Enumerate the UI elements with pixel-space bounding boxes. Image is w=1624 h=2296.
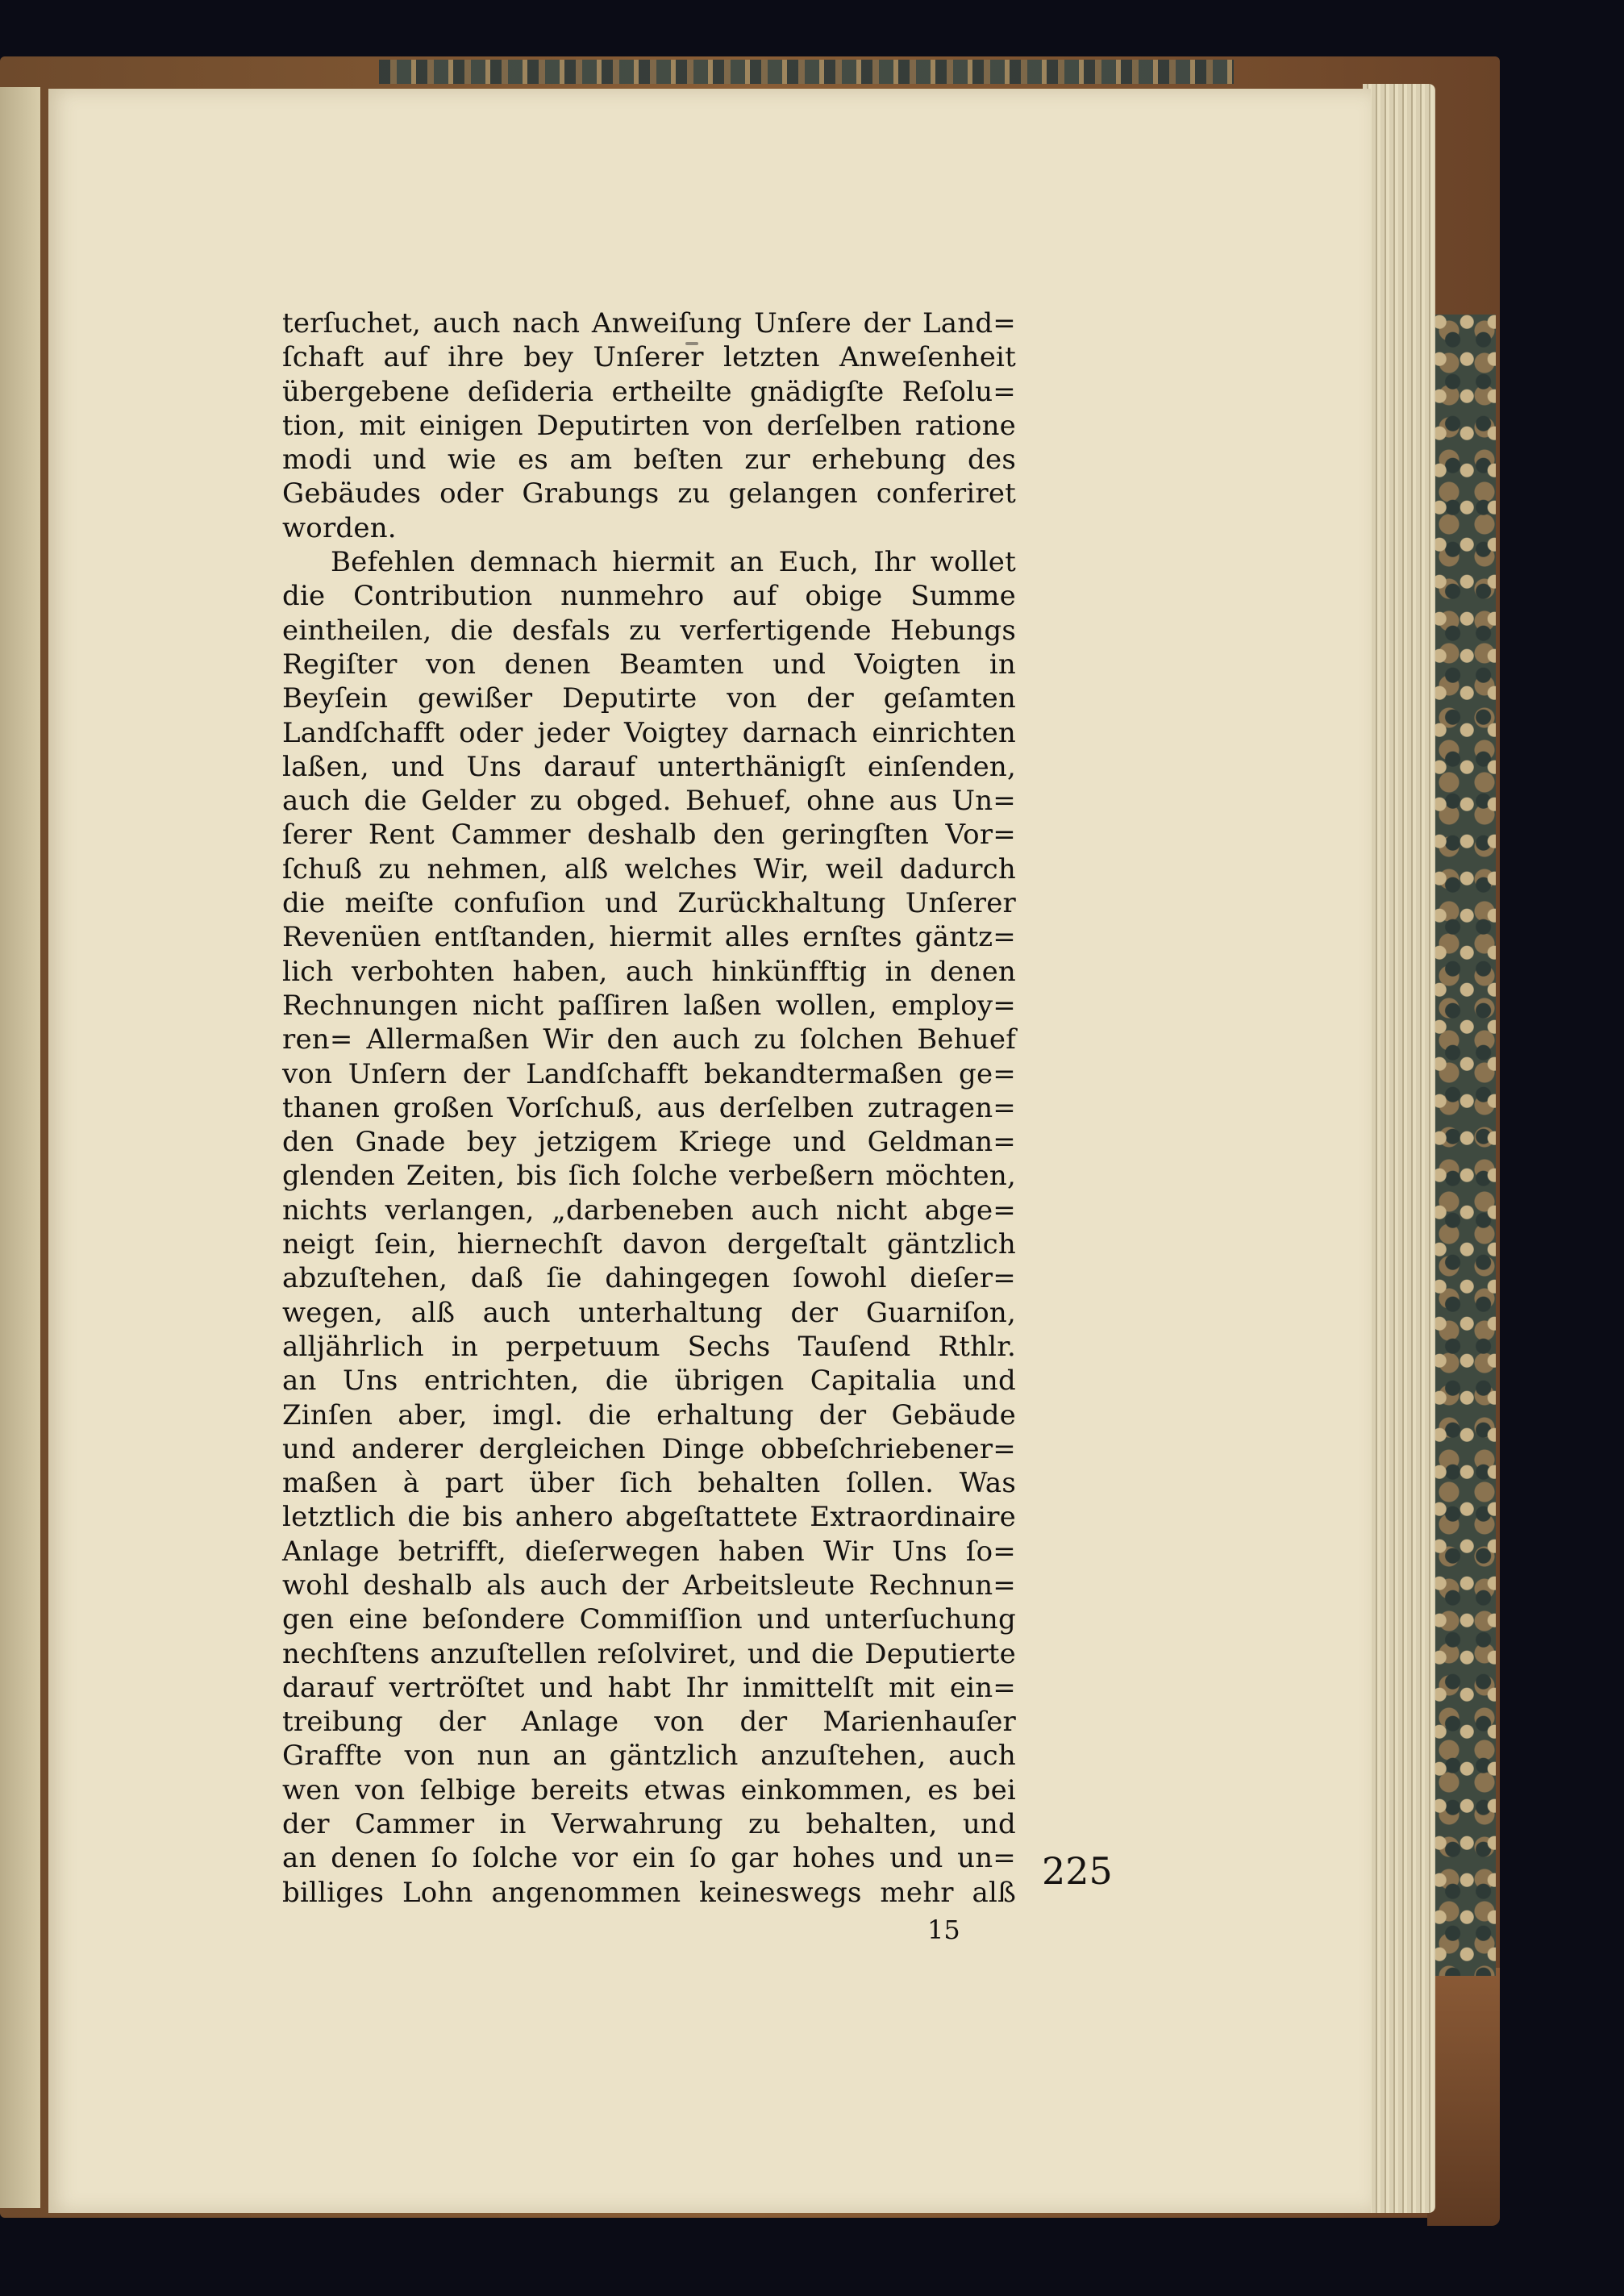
- text-line: und anderer dergleichen Dinge obbeſchriebener=: [282, 1432, 1016, 1465]
- text-line: auch die Gelder zu obged. Behuef, ohne aus Un=: [282, 785, 1016, 818]
- text-line: nechſtens anzuſtellen reſolviret, und die Deputierte: [282, 1637, 1016, 1670]
- text-line: darauf vertröſtet und habt Ihr inmittelſt mit ein=: [282, 1671, 1016, 1704]
- text-line: ren= Allermaßen Wir den auch zu ſolchen Behuef: [282, 1023, 1016, 1056]
- text-line: Regiſter von denen Beamten und Voigten in: [282, 648, 1016, 681]
- page-number: 225: [1042, 1849, 1113, 1893]
- text-line: abzuſtehen, daß ſie dahingegen ſowohl dieſer=: [282, 1262, 1016, 1295]
- text-line: Anlage betrifft, dieſerwegen haben Wir Uns ſo=: [282, 1535, 1016, 1568]
- text-line: die Contribution nunmehro auf obige Summe: [282, 580, 1016, 613]
- text-line: worden.: [282, 511, 397, 544]
- text-line: neigt ſein, hiernechſt davon dergeſtalt gäntzlich: [282, 1228, 1016, 1261]
- cover-marbled-edge-top: [379, 60, 1234, 84]
- text-line: ſchuß zu nehmen, alß welches Wir, weil dadurch: [282, 852, 1016, 885]
- text-line: tion, mit einigen Deputirten von derſelben ratione: [282, 409, 1016, 442]
- text-line: glenden Zeiten, bis ſich ſolche verbeßern möchten,: [282, 1160, 1016, 1193]
- text-line: Rechnungen nicht paſſiren laßen wollen, employ=: [282, 989, 1016, 1022]
- text-line: wegen, alß auch unterhaltung der Guarniſon,: [282, 1296, 1016, 1329]
- signature-mark: 15: [927, 1915, 960, 1945]
- text-line: wen von ſelbige bereits etwas einkommen, es bei: [282, 1773, 1016, 1806]
- text-line: ſchaft auf ihre bey Unſerer letzten Anweſenheit: [282, 341, 1016, 374]
- facing-page-edge: [0, 87, 40, 2208]
- text-line: alljährlich in perpetuum Sechs Tauſend Rthlr.: [282, 1330, 1016, 1363]
- body-text: [282, 306, 1016, 1910]
- text-line: eintheilen, die desfals zu verfertigende Hebungs: [282, 614, 1016, 647]
- text-line: nichts verlangen, „darbeneben auch nicht abge=: [282, 1194, 1016, 1227]
- text-line: billiges Lohn angenommen keineswegs mehr alß: [282, 1876, 1016, 1909]
- cover-marbled-board: [1431, 315, 1496, 1976]
- cover-spine-corner: [1427, 1968, 1500, 2226]
- text-line: Graffte von nun an gäntzlich anzuſtehen, auch: [282, 1740, 1016, 1773]
- text-line: thanen großen Vorſchuß, aus derſelben zutragen=: [282, 1091, 1016, 1124]
- text-line: modi und wie es am beſten zur erhebung des: [282, 444, 1016, 477]
- text-line: den Gnade bey jetzigem Kriege und Geldman=: [282, 1126, 1016, 1159]
- text-line: letztlich die bis anhero abgeſtattete Extraordinaire: [282, 1501, 1016, 1534]
- text-line: Beyſein gewißer Deputirte von der geſamten: [282, 682, 1016, 715]
- text-line: maßen à part über ſich behalten ſollen. Was: [282, 1467, 1016, 1500]
- text-line: Befehlen demnach hiermit an Euch, Ihr wollet: [331, 546, 1016, 579]
- text-line: Landſchafft oder jeder Voigtey darnach einrichten: [282, 716, 1016, 749]
- text-line: wohl deshalb als auch der Arbeitsleute Rechnun=: [282, 1569, 1016, 1602]
- text-line: an Uns entrichten, die übrigen Capitalia und: [282, 1365, 1016, 1398]
- text-line: lich verbohten haben, auch hinkünfftig in denen: [282, 955, 1016, 988]
- text-line: ſerer Rent Cammer deshalb den geringſten Vor=: [282, 819, 1016, 852]
- text-line: Gebäudes oder Grabungs zu gelangen conferiret: [282, 477, 1016, 510]
- text-line: laßen, und Uns darauf unterthänigſt einſenden,: [282, 750, 1016, 783]
- text-line: Revenüen entſtanden, hiermit alles ernſtes gäntz=: [282, 921, 1016, 954]
- text-line: terſuchet, auch nach Anweiſung Unſere der Land=: [282, 307, 1016, 340]
- text-line: treibung der Anlage von der Marienhauſer: [282, 1706, 1016, 1739]
- text-line: gen eine beſondere Commiſſion und unterſuchung: [282, 1603, 1016, 1636]
- text-line: die meiſte confuſion und Zurückhaltung Unſerer: [282, 887, 1016, 920]
- page-block-edge: [1363, 84, 1435, 2213]
- text-line: übergebene deſideria ertheilte gnädigſte Reſolu=: [282, 375, 1016, 408]
- text-line: der Cammer in Verwahrung zu behalten, und: [282, 1808, 1016, 1841]
- text-line: an denen ſo ſolche vor ein ſo gar hohes und un=: [282, 1842, 1016, 1875]
- text-line: von Unſern der Landſchafft bekandtermaßen ge=: [282, 1057, 1016, 1090]
- text-line: Zinſen aber, imgl. die erhaltung der Gebäude: [282, 1398, 1016, 1431]
